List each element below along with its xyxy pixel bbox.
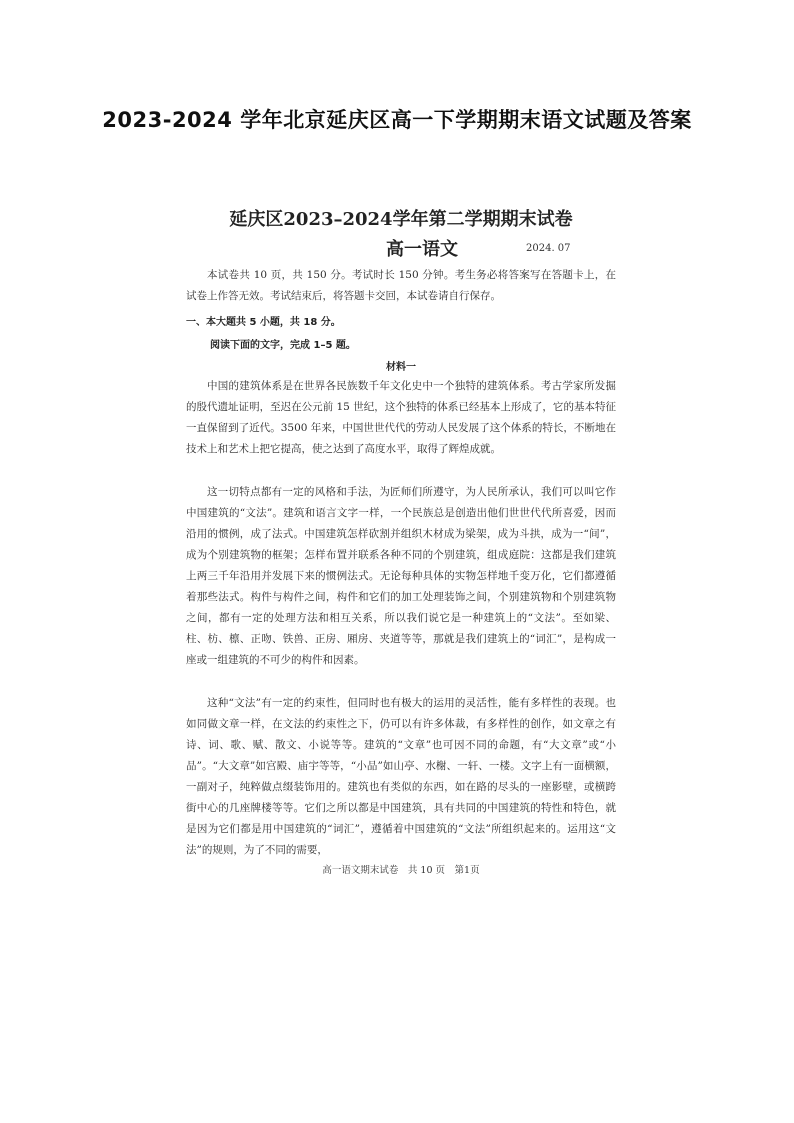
exam-instructions: 本试卷共 10 页，共 150 分。考试时长 150 分钟。考生务必将答案写在答题卡上，在试卷上作答无效。考试结束后，将答题卡交回，本试卷请自行保存。 <box>186 269 616 302</box>
reading-prompt: 阅读下面的文字，完成 1–5 题。 <box>210 340 356 351</box>
document-title: 2023-2024 学年北京延庆区高一下学期期末语文试题及答案 <box>102 108 692 132</box>
exam-page-scan <box>186 205 616 885</box>
section-heading: 一、本大题共 5 小题，共 18 分。 <box>186 317 341 328</box>
paragraph-2: 这一切特点都有一定的风格和手法，为匠师们所遵守，为人民所承认，我们可以叫它作中国建筑的“文法”。建筑和语言文字一样，一个民族总是创造出他们世世代代所喜爱，因而沿用的惯例，成了法式。中国建筑怎样砍割并组织木材成为梁架，成为斗拱，成为一“间”，成为个别建筑物的框架；怎样布置并联系各种不同的个别建筑，组成庭院：这都是我们建筑上两三千年沿用并发展下来的惯例法式。无论每种具体的实物怎样地千变万化，它们都遵循着那些法式。构件与构件之间，构件和它们的加工处理装饰之间，个别建筑物和个别建筑物之间，都有一定的处理方法和相互关系，所以我们说它是一种建筑上的“文法”。至如梁、柱、枋、檩、正吻、铁兽、正房、厢房、夹道等等，那就是我们建筑上的“词汇”，是构成一座或一组建筑的不可少的构件和因素。 <box>186 486 616 666</box>
exam-date: 2024. 07 <box>526 243 571 254</box>
exam-subject: 高一语文 <box>386 239 458 260</box>
exam-title: 延庆区2023–2024学年第二学期期末试卷 <box>229 209 573 230</box>
material-title: 材料一 <box>386 362 416 373</box>
paragraph-3: 这种“文法”有一定的约束性，但同时也有极大的运用的灵活性，能有多样性的表现。也如同做文章一样，在文法的约束性之下，仍可以有许多体裁，有多样性的创作，如文章之有诗、词、歌、赋、散文、小说等等。建筑的“文章”也可因不同的命题，有“大文章”或“小品”。“大文章”如宫殿、庙宇等等，“小品”如山亭、水榭、一轩、一楼。文字上有一面横额，一副对子，纯粹做点缀装饰用的。建筑也有类似的东西，如在路的尽头的一座影壁，或横跨街中心的几座牌楼等等。它们之所以都是中国建筑，具有共同的中国建筑的特性和特色，就是因为它们都是用中国建筑的“词汇”，遵循着中国建筑的“文法”所组织起来的。运用这“文法”的规则，为了不同的需要， <box>186 697 616 856</box>
paragraph-1: 中国的建筑体系是在世界各民族数千年文化史中一个独特的建筑体系。考古学家所发掘的殷代遗址证明，至迟在公元前 15 世纪，这个独特的体系已经基本上形成了，它的基本特征一直保留到了近代。3500 年来，中国世世代代的劳动人民发展了这个体系的特长，不断地在技术上和艺术上把它提高，使之达到了高度水平，取得了辉煌成就。 <box>186 380 616 455</box>
page-footer: 高一语文期末试卷 共 10 页 第1页 <box>322 865 480 876</box>
